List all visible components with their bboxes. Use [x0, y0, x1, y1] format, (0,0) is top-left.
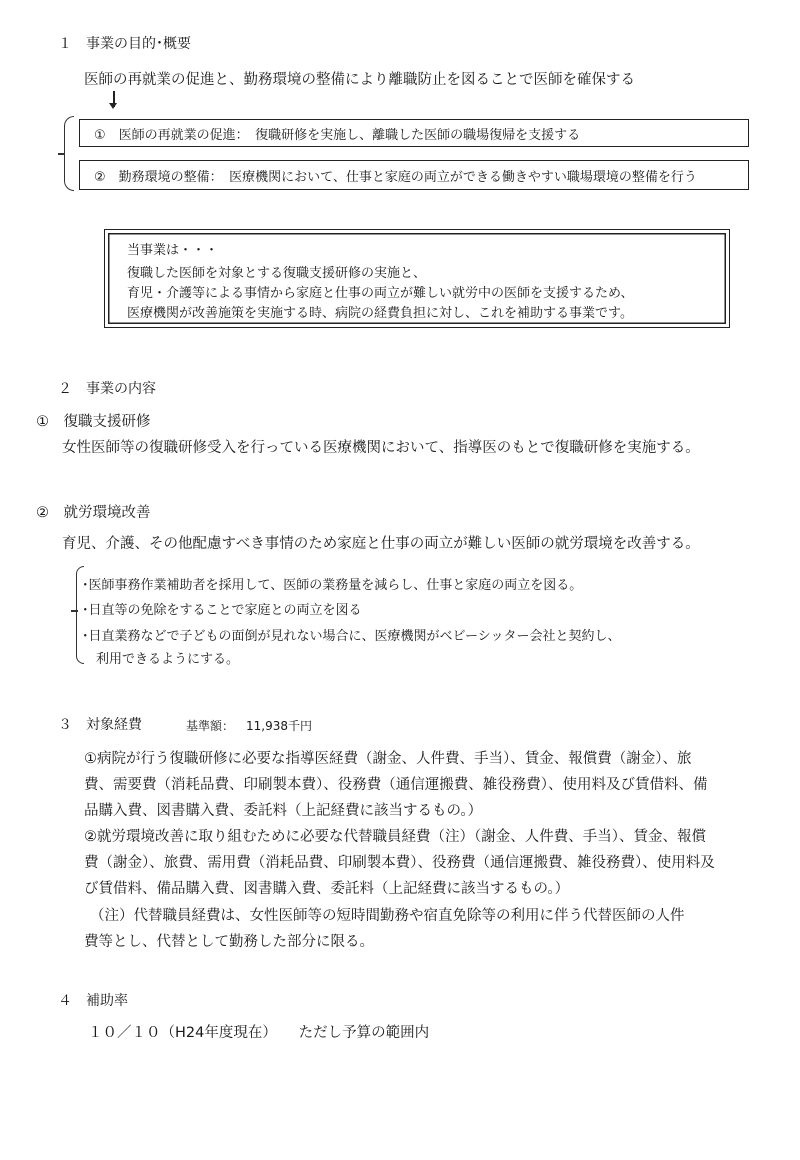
- bullet-item: ･医師事務作業補助者を採用して、医師の業務量を減らし、仕事と家庭の両立を図る。: [82, 578, 583, 593]
- sub-text-2: 育児、介護、その他配慮すべき事情のため家庭と仕事の両立が難しい医師の就労環境を改善する。: [62, 536, 700, 552]
- goal-box-2: [79, 160, 749, 190]
- brace-tip: [58, 153, 65, 155]
- bullet-item: 利用できるようにする。: [96, 652, 240, 667]
- purpose-statement: 医師の再就業の促進と、勤務環境の整備により離職防止を図ることで医師を確保する: [84, 72, 635, 88]
- base-amount: 11,938千円: [246, 719, 312, 733]
- section4-heading: ４ 補助率: [58, 993, 128, 1009]
- expense-note: （注）代替職員経費は、女性医師等の短時間勤務や宿直免除等の利用に伴う代替医師の人件: [90, 908, 685, 924]
- sub-title-2: ② 就労環境改善: [36, 505, 151, 521]
- section1-heading: １ 事業の目的･概要: [58, 36, 191, 52]
- sub-title-1: ① 復職支援研修: [36, 414, 151, 430]
- left-brace-icon: [64, 116, 74, 191]
- expense-line: 品購入費、図書購入費、委託料（上記経費に該当するもの。）: [84, 803, 483, 819]
- bullet-item: ･日直業務などで子どもの面倒が見れない場合に、医療機関がベビーシッター会社と契約し、: [82, 629, 621, 644]
- expense-line: 費、需要費（消耗品費、印刷製本費）、役務費（通信運搬費、雑役務費）、使用料及び賃借料、備: [84, 777, 708, 793]
- expense-line: び賃借料、備品購入費、図書購入費、委託料（上記経費に該当するもの。）: [84, 881, 570, 897]
- bullet-item: ･日直等の免除をすることで家庭との両立を図る: [82, 603, 362, 618]
- summary-box: [104, 229, 730, 328]
- summary-line: 育児・介護等による事情から家庭と仕事の両立が難しい就労中の医師を支援するため、: [127, 286, 634, 301]
- subsidy-rate: １０／１０（H24年度現在） ただし予算の範囲内: [88, 1025, 430, 1041]
- goal-box-1: [79, 119, 749, 147]
- summary-line: 医療機関が改善施策を実施する時、病院の経費負担に対し、これを補助する事業です。: [127, 306, 633, 321]
- expense-line: 費（謝金）、旅費、需用費（消耗品費、印刷製本費）、役務費（通信運搬費、雑役務費）、使用料及: [84, 855, 715, 871]
- sub-text-1: 女性医師等の復職研修受入を行っている医療機関において、指導医のもとで復職研修を実施する。: [62, 440, 700, 456]
- brace-tip: [71, 610, 78, 612]
- goal-item-2: ② 勤務環境の整備： 医療機関において、仕事と家庭の両立ができる働きやすい職場環境の整備を行う: [94, 169, 697, 185]
- summary-line: 復職した医師を対象とする復職支援研修の実施と、: [127, 266, 427, 281]
- section2-heading: ２ 事業の内容: [58, 381, 156, 397]
- base-amount-label: 基準額：: [186, 719, 235, 733]
- down-arrow-icon: [113, 91, 115, 107]
- expense-note: 費等とし、代替として勤務した部分に限る。: [84, 934, 374, 950]
- expense-line: ②就労環境改善に取り組むために必要な代替職員経費（注）（謝金、人件費、手当）、賃金、報償: [84, 829, 706, 845]
- expense-line: ①病院が行う復職研修に必要な指導医経費（謝金、人件費、手当）、賃金、報償費（謝金）、旅: [84, 751, 692, 767]
- goal-item-1: ① 医師の再就業の促進： 復職研修を実施し、離職した医師の職場復帰を支援する: [94, 127, 581, 143]
- summary-line: 当事業は・・・: [127, 243, 219, 258]
- section3-heading: ３ 対象経費: [58, 717, 142, 733]
